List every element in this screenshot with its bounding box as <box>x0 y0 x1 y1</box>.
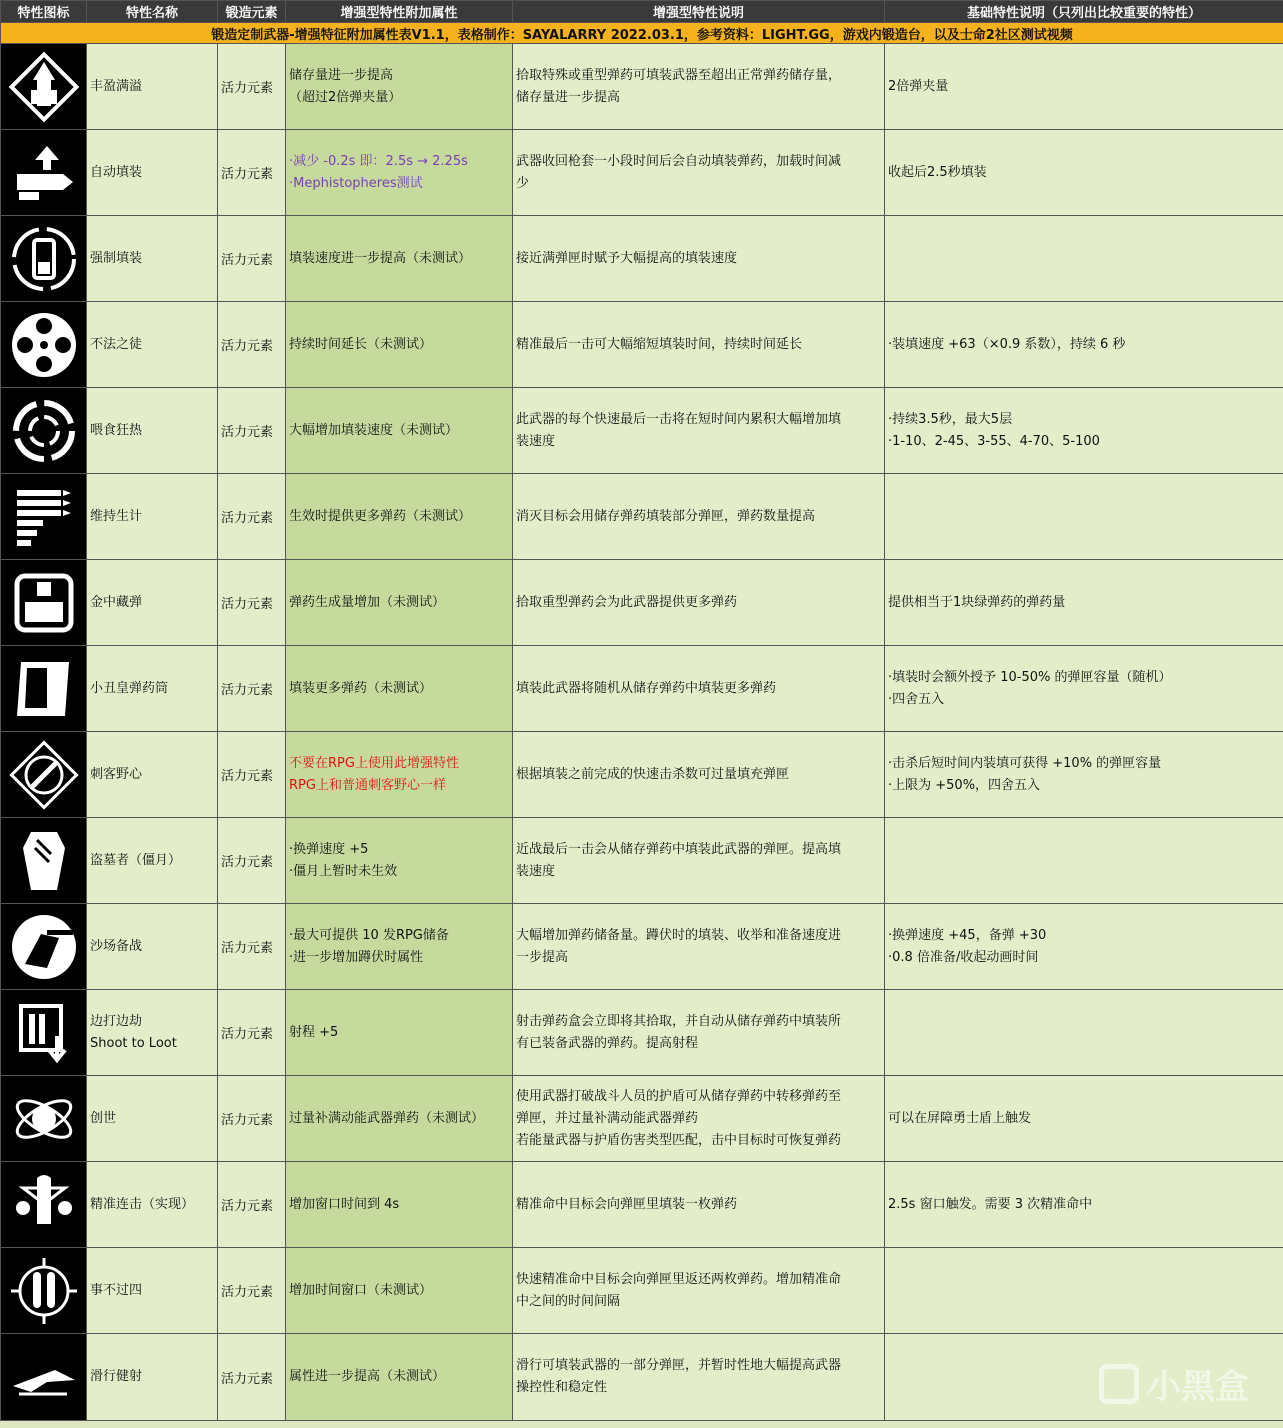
perk-name-line: 维持生计 <box>90 508 143 524</box>
enhanced-description-line: 拾取特殊或重型弹药可填装武器至超出正常弹药储存量， <box>516 67 842 83</box>
base-description-line: 2.5s 窗口触发。需要 3 次精准命中 <box>888 1196 1093 1212</box>
header-desc: 增强型特性说明 <box>513 1 885 23</box>
enhanced-description-line: 一步提高 <box>516 949 569 965</box>
table-row <box>1 732 1283 818</box>
perk-name <box>87 904 218 990</box>
field-prep-icon <box>1 904 87 990</box>
perk-name-line: 沙场备战 <box>90 938 143 954</box>
enhanced-description <box>513 904 885 990</box>
enhanced-description-line: 装速度 <box>516 863 556 879</box>
perk-name <box>87 1248 218 1334</box>
perk-name <box>87 1162 218 1248</box>
enhanced-bonus-line: ·减少 -0.2s 即：2.5s → 2.25s <box>289 153 468 169</box>
forge-element: 活力元素 <box>218 560 286 646</box>
perk-name <box>87 302 218 388</box>
perk-name <box>87 1334 218 1421</box>
base-description-line: 收起后2.5秒填装 <box>888 164 987 180</box>
forge-element: 活力元素 <box>218 1248 286 1334</box>
base-description-line: 可以在屏障勇士盾上触发 <box>888 1110 1032 1126</box>
table-row <box>1 44 1283 130</box>
base-description <box>885 302 1283 388</box>
perk-name-line: 盗墓者（僵月） <box>90 852 182 868</box>
table-row <box>1 130 1283 216</box>
perk-name-line: 事不过四 <box>90 1282 143 1298</box>
forge-element: 活力元素 <box>218 904 286 990</box>
banner: 锻造定制武器-增强特征附加属性表V1.1，表格制作：SAYALARRY 2022.03.1，参考资料：LIGHT.GG，游戏内锻造台，以及士命2社区测试视频 <box>1 23 1283 44</box>
table-row <box>1 1334 1283 1421</box>
enhanced-description <box>513 818 885 904</box>
table-row <box>1 990 1283 1076</box>
enhanced-bonus <box>286 1076 513 1162</box>
enhanced-description <box>513 1076 885 1162</box>
assassin-crosshair-icon <box>1 732 87 818</box>
forge-element: 活力元素 <box>218 216 286 302</box>
enhanced-description-line: 消灭目标会用储存弹药填装部分弹匣，弹药数量提高 <box>516 508 816 524</box>
enhanced-description <box>513 1162 885 1248</box>
perk-name-line: 丰盈满溢 <box>90 78 143 94</box>
base-description-line: ·装填速度 +63（×0.9 系数），持续 6 秒 <box>888 336 1126 352</box>
perk-name-line: 自动填装 <box>90 164 143 180</box>
triple-tap-icon <box>1 1162 87 1248</box>
forge-element: 活力元素 <box>218 302 286 388</box>
perk-name <box>87 560 218 646</box>
base-description <box>885 732 1283 818</box>
table-row <box>1 1162 1283 1248</box>
table-row <box>1 474 1283 560</box>
rapid-hit-reload-icon <box>1 216 87 302</box>
forge-element: 活力元素 <box>218 646 286 732</box>
enhanced-bonus-line: 生效时提供更多弹药（未测试） <box>289 508 472 524</box>
enhanced-description-line: 近战最后一击会从储存弹药中填装此武器的弹匣。提高填 <box>516 841 842 857</box>
grave-robber-icon <box>1 818 87 904</box>
enhanced-description-line: 装速度 <box>516 433 556 449</box>
enhanced-description-line: 中之间的时间间隔 <box>516 1293 621 1309</box>
slideshot-icon <box>1 1334 87 1421</box>
perk-name-line: 创世 <box>90 1110 117 1126</box>
enhanced-description-line: 快速精准命中目标会向弹匣里返还两枚弹药。增加精准命 <box>516 1271 842 1287</box>
enhanced-description-line: 此武器的每个快速最后一击将在短时间内累积大幅增加填 <box>516 411 842 427</box>
perk-name-line: 边打边劫 <box>90 1013 143 1029</box>
enhanced-bonus <box>286 560 513 646</box>
enhanced-bonus-line: 大幅增加填装速度（未测试） <box>289 422 459 438</box>
banner-row <box>1 23 1283 44</box>
enhanced-description <box>513 302 885 388</box>
enhanced-description-line: 接近满弹匣时赋予大幅提高的填装速度 <box>516 250 738 266</box>
enhanced-bonus <box>286 302 513 388</box>
header-row <box>1 1 1283 23</box>
enhanced-description-line: 精准命中目标会向弹匣里填装一枚弹药 <box>516 1196 738 1212</box>
base-description-line: ·击杀后短时间内装填可获得 +10% 的弹匣容量 <box>888 755 1162 771</box>
perk-name-line: 喂食狂热 <box>90 422 143 438</box>
header-name: 特性名称 <box>87 1 218 23</box>
base-description-line: 2倍弹夹量 <box>888 78 949 94</box>
base-description <box>885 1248 1283 1334</box>
enhanced-description-line: 操控性和稳定性 <box>516 1380 608 1395</box>
table-row <box>1 904 1283 990</box>
perk-name <box>87 130 218 216</box>
base-description-line: ·1-10、2-45、3-55、4-70、5-100 <box>888 433 1100 449</box>
perk-name <box>87 732 218 818</box>
base-description-line: ·换弹速度 +45，备弹 +30 <box>888 927 1047 943</box>
forge-element: 活力元素 <box>218 388 286 474</box>
enhanced-description-line: 填装此武器将随机从储存弹药中填装更多弹药 <box>516 680 777 696</box>
perk-name-line: 滑行健射 <box>90 1369 143 1384</box>
table-row <box>1 560 1283 646</box>
enhanced-description-line: 武器收回枪套一小段时间后会自动填装弹药，加载时间减 <box>516 153 842 169</box>
enhanced-description-line: 弹匣，并过量补满动能武器弹药 <box>516 1110 699 1126</box>
enhanced-description-line: 少 <box>516 175 530 191</box>
base-description-line: ·四舍五入 <box>888 691 945 707</box>
enhanced-description <box>513 388 885 474</box>
base-description <box>885 1162 1283 1248</box>
revolver-cylinder-icon <box>1 302 87 388</box>
perk-name <box>87 646 218 732</box>
forge-element: 活力元素 <box>218 990 286 1076</box>
auto-loading-icon <box>1 130 87 216</box>
enhanced-bonus-line: 不要在RPG上使用此增强特性 <box>289 755 459 771</box>
base-description <box>885 1334 1283 1421</box>
base-description <box>885 1076 1283 1162</box>
table-row <box>1 646 1283 732</box>
base-description <box>885 44 1283 130</box>
base-description-line: ·上限为 +50%，四舍五入 <box>888 777 1041 793</box>
enhanced-description-line: 滑行可填装武器的一部分弹匣，并暂时性地大幅提高武器 <box>516 1358 842 1373</box>
enhanced-bonus-line: RPG上和普通刺客野心一样 <box>289 777 446 793</box>
perk-name-line: 精准连击（实现） <box>90 1196 195 1212</box>
perk-name-line: 强制填装 <box>90 250 143 266</box>
enhanced-bonus <box>286 130 513 216</box>
enhanced-description <box>513 646 885 732</box>
enhanced-bonus-line: ·换弹速度 +5 <box>289 841 369 857</box>
forge-element: 活力元素 <box>218 1334 286 1421</box>
enhanced-bonus <box>286 904 513 990</box>
ammo-crate-icon <box>1 560 87 646</box>
base-description <box>885 388 1283 474</box>
enhanced-bonus <box>286 388 513 474</box>
enhanced-description-line: 储存量进一步提高 <box>516 89 621 105</box>
enhanced-description <box>513 130 885 216</box>
enhanced-description-line: 有已装备武器的弹药。提高射程 <box>516 1035 699 1051</box>
enhanced-bonus <box>286 990 513 1076</box>
base-description-line: ·0.8 倍准备/收起动画时间 <box>888 949 1039 965</box>
enhanced-bonus-line: 储存量进一步提高 <box>289 67 394 83</box>
table-row <box>1 388 1283 474</box>
enhanced-bonus <box>286 1248 513 1334</box>
perk-name <box>87 388 218 474</box>
enhanced-description <box>513 732 885 818</box>
fourth-times-charm-icon <box>1 1248 87 1334</box>
enhanced-bonus-line: ·Mephistopheres测试 <box>289 175 423 191</box>
enhanced-bonus <box>286 44 513 130</box>
base-description <box>885 560 1283 646</box>
forge-element: 活力元素 <box>218 474 286 560</box>
enhanced-bonus-line: 射程 +5 <box>289 1024 339 1040</box>
perk-name <box>87 216 218 302</box>
enhanced-bonus-line: 增加时间窗口（未测试） <box>289 1282 433 1298</box>
enhanced-description <box>513 560 885 646</box>
base-description <box>885 474 1283 560</box>
base-description-line: ·持续3.5秒，最大5层 <box>888 411 1013 427</box>
enhanced-bonus-line: 增加窗口时间到 4s <box>289 1196 400 1212</box>
header-icon: 特性图标 <box>1 1 87 23</box>
base-description-line: ·填装时会额外授予 10-50% 的弹匣容量（随机） <box>888 669 1172 685</box>
enhanced-description <box>513 44 885 130</box>
forge-element: 活力元素 <box>218 44 286 130</box>
perk-name <box>87 990 218 1076</box>
enhanced-bonus-line: 弹药生成量增加（未测试） <box>289 594 446 610</box>
perk-name-line: 刺客野心 <box>90 766 143 782</box>
base-description <box>885 990 1283 1076</box>
enhanced-description-line: 大幅增加弹药储备量。蹲伏时的填装、收举和准备速度进 <box>516 927 842 943</box>
forge-element: 活力元素 <box>218 818 286 904</box>
base-description <box>885 818 1283 904</box>
forge-element: 活力元素 <box>218 1162 286 1248</box>
enhanced-description-line: 拾取重型弹药会为此武器提供更多弹药 <box>516 594 738 610</box>
enhanced-bonus-line: ·僵月上暂时未生效 <box>289 863 398 879</box>
enhanced-description-line: 若能量武器与护盾伤害类型匹配，击中目标时可恢复弹药 <box>516 1132 842 1148</box>
table-row <box>1 818 1283 904</box>
header-base: 基础特性说明（只列出比较重要的特性） <box>885 1 1283 23</box>
forge-element: 活力元素 <box>218 1076 286 1162</box>
base-description-line: 提供相当于1块绿弹药的弹药量 <box>888 594 1066 610</box>
forge-element: 活力元素 <box>218 130 286 216</box>
enhanced-bonus-line: ·进一步增加蹲伏时属性 <box>289 949 424 965</box>
enhanced-bonus <box>286 474 513 560</box>
header-bonus: 增强型特性附加属性 <box>286 1 513 23</box>
base-description <box>885 130 1283 216</box>
enhanced-description <box>513 990 885 1076</box>
enhanced-bonus <box>286 1162 513 1248</box>
table-row <box>1 216 1283 302</box>
enhanced-description <box>513 474 885 560</box>
enhanced-bonus <box>286 646 513 732</box>
subsistence-icon <box>1 474 87 560</box>
table-row <box>1 1076 1283 1162</box>
perk-name-line: 金中藏弹 <box>90 594 143 610</box>
perk-name <box>87 44 218 130</box>
enhanced-description-line: 射击弹药盒会立即将其拾取，并自动从储存弹药中填装所 <box>516 1013 842 1029</box>
header-element: 锻造元素 <box>218 1 286 23</box>
forge-element: 活力元素 <box>218 732 286 818</box>
enhanced-description-line: 精准最后一击可大幅缩短填装时间，持续时间延长 <box>516 336 803 352</box>
enhanced-description <box>513 1248 885 1334</box>
perk-name-line: Shoot to Loot <box>90 1035 177 1051</box>
table-row <box>1 1248 1283 1334</box>
perk-name-line: 不法之徒 <box>90 336 143 352</box>
feeding-frenzy-icon <box>1 388 87 474</box>
watermark-text: 小黑盒 <box>1147 1367 1249 1407</box>
base-description <box>885 646 1283 732</box>
enhanced-bonus-line: 属性进一步提高（未测试） <box>289 1369 446 1384</box>
overflow-icon <box>1 44 87 130</box>
shoot-to-loot-icon <box>1 990 87 1076</box>
enhanced-description <box>513 216 885 302</box>
enhanced-bonus <box>286 216 513 302</box>
table-row <box>1 302 1283 388</box>
enhanced-bonus-line: （超过2倍弹夹量） <box>289 89 402 105</box>
base-description <box>885 904 1283 990</box>
enhanced-description-line: 使用武器打破战斗人员的护盾可从储存弹药中转移弹药至 <box>516 1088 842 1104</box>
perk-name <box>87 818 218 904</box>
enhanced-bonus <box>286 1334 513 1421</box>
enhanced-bonus <box>286 732 513 818</box>
perk-name-line: 小丑皇弹药筒 <box>90 680 169 696</box>
enhanced-bonus-line: 填装速度进一步提高（未测试） <box>289 250 472 266</box>
enhanced-description <box>513 1334 885 1421</box>
perk-name <box>87 1076 218 1162</box>
enhanced-bonus-line: 填装更多弹药（未测试） <box>289 680 433 696</box>
enhanced-bonus <box>286 818 513 904</box>
clown-cartridge-icon <box>1 646 87 732</box>
enhanced-bonus-line: 持续时间延长（未测试） <box>289 336 433 352</box>
enhanced-bonus-line: 过量补满动能武器弹药（未测试） <box>289 1110 485 1126</box>
perk-name <box>87 474 218 560</box>
base-description <box>885 216 1283 302</box>
enhanced-bonus-line: ·最大可提供 10 发RPG储备 <box>289 927 449 943</box>
enhanced-description-line: 根据填装之前完成的快速击杀数可过量填充弹匣 <box>516 766 790 782</box>
genesis-atom-icon <box>1 1076 87 1162</box>
